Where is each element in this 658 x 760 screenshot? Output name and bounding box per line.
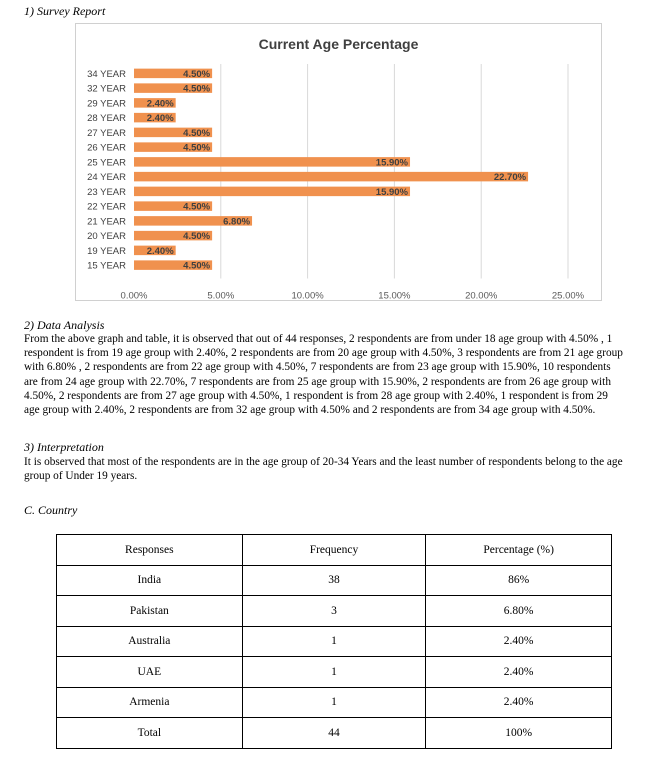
x-tick-label: 15.00% (378, 290, 411, 300)
paragraph-line: group of Under 19 years. (24, 470, 138, 483)
table-header-row (57, 535, 612, 566)
cell-response: India (57, 565, 243, 596)
y-tick-label: 19 YEAR (87, 245, 126, 257)
data-label: 4.50% (183, 142, 211, 154)
y-tick-label: 26 YEAR (87, 142, 126, 154)
chart-plot (76, 24, 601, 300)
cell-percentage: 86% (426, 565, 612, 596)
paragraph-line: 4.50%, 2 respondents are from 27 age group with 4.50%, 1 respondent is from 28 age group with 2.40%, 1 respondent is from 29 (24, 389, 608, 402)
column-header-responses: Responses (57, 535, 243, 566)
cell-frequency: 1 (242, 626, 426, 657)
x-tick-label: 5.00% (207, 290, 235, 300)
data-label: 4.50% (183, 201, 211, 213)
y-tick-label: 27 YEAR (87, 127, 126, 139)
bar (134, 187, 410, 197)
cell-response: UAE (57, 657, 243, 688)
data-analysis-paragraph (24, 332, 646, 417)
column-header-percentage: Percentage (%) (426, 535, 612, 566)
table-row (57, 657, 612, 688)
data-label: 2.40% (146, 98, 174, 110)
interpretation-paragraph (24, 455, 646, 483)
data-analysis-heading: 2) Data Analysis (24, 318, 105, 332)
age-percentage-chart (75, 23, 602, 301)
y-tick-label: 34 YEAR (87, 68, 126, 80)
cell-frequency: 44 (242, 718, 426, 749)
country-table (56, 534, 612, 749)
cell-response: Australia (57, 626, 243, 657)
data-label: 2.40% (146, 113, 174, 125)
cell-frequency: 38 (242, 565, 426, 596)
table-row (57, 718, 612, 749)
data-label: 4.50% (183, 127, 211, 139)
table-row (57, 596, 612, 627)
cell-response: Armenia (57, 687, 243, 718)
data-label: 4.50% (183, 68, 211, 80)
cell-percentage: 2.40% (426, 626, 612, 657)
paragraph-line: with 6.80% , 2 respondents are from 22 age group with 4.50%, 7 respondents are from 23 age group with 15.90%, 10 respondents (24, 361, 611, 374)
y-tick-label: 21 YEAR (87, 216, 126, 228)
cell-frequency: 1 (242, 687, 426, 718)
table-row (57, 565, 612, 596)
paragraph-line: It is observed that most of the respondents are in the age group of 20-34 Years and the least number of respondents belong to the age (24, 456, 623, 468)
cell-response: Pakistan (57, 596, 243, 627)
y-tick-label: 23 YEAR (87, 186, 126, 198)
data-label: 2.40% (146, 245, 174, 257)
paragraph-line: From the above graph and table, it is observed that out of 44 responses, 2 respondents are from under 18 age group with 4.50% , 1 (24, 333, 613, 345)
cell-frequency: 1 (242, 657, 426, 688)
paragraph-line: are from 24 age group with 22.70%, 7 respondents are from 25 age group with 15.90%, 2 respondents are from 26 age group with (24, 375, 611, 388)
data-label: 22.70% (493, 172, 527, 184)
y-tick-label: 22 YEAR (87, 201, 126, 213)
column-header-frequency: Frequency (242, 535, 426, 566)
paragraph-line: respondent is from 19 age group with 2.40%, 2 respondents are from 20 age group with 4.50%, 3 respondents are from 21 age group (24, 347, 623, 360)
cell-percentage: 100% (426, 718, 612, 749)
y-tick-label: 25 YEAR (87, 157, 126, 169)
country-heading: C. Country (24, 503, 78, 517)
cell-percentage: 2.40% (426, 657, 612, 688)
y-tick-label: 20 YEAR (87, 231, 126, 243)
chart-title: Current Age Percentage (258, 36, 419, 52)
interpretation-heading: 3) Interpretation (24, 440, 104, 454)
survey-report-heading: 1) Survey Report (24, 4, 106, 18)
data-label: 15.90% (375, 186, 409, 198)
data-label: 4.50% (183, 83, 211, 95)
paragraph-line: age group with 2.40%, 2 respondents are from 32 age group with 4.50% and 2 respondents are from 34 age group with 4.50%. (24, 404, 596, 417)
x-tick-label: 0.00% (120, 290, 148, 300)
table-row (57, 626, 612, 657)
data-label: 15.90% (375, 157, 409, 169)
y-tick-label: 24 YEAR (87, 172, 126, 184)
cell-percentage: 2.40% (426, 687, 612, 718)
bar (134, 157, 410, 167)
data-label: 4.50% (183, 260, 211, 272)
cell-response: Total (57, 718, 243, 749)
bar (134, 172, 528, 182)
x-tick-label: 25.00% (551, 290, 585, 300)
table-row (57, 687, 612, 718)
y-tick-label: 29 YEAR (87, 98, 126, 110)
data-label: 6.80% (223, 216, 251, 228)
cell-percentage: 6.80% (426, 596, 612, 627)
y-tick-label: 32 YEAR (87, 83, 126, 95)
y-tick-label: 28 YEAR (87, 113, 126, 125)
x-tick-label: 20.00% (465, 290, 498, 300)
x-tick-label: 10.00% (291, 290, 324, 300)
data-label: 4.50% (183, 231, 211, 243)
cell-frequency: 3 (242, 596, 426, 627)
y-tick-label: 15 YEAR (87, 260, 126, 272)
